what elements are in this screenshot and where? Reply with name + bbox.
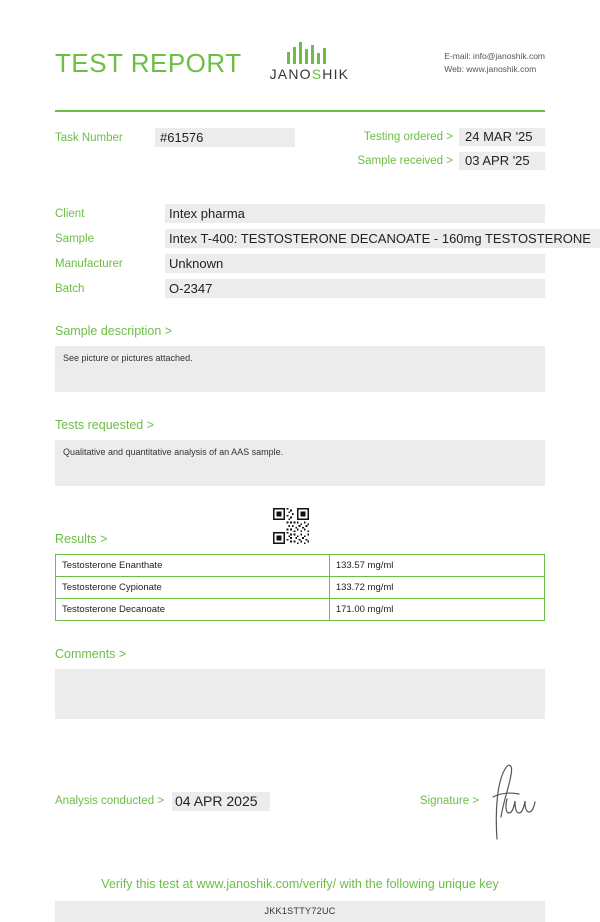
comments-title: Comments > <box>55 647 127 661</box>
batch-label: Batch <box>55 282 85 295</box>
analysis-conducted-date: 04 APR 2025 <box>172 792 270 811</box>
result-name: Testosterone Decanoate <box>56 599 330 621</box>
signature-label: Signature > <box>419 795 479 807</box>
header-divider <box>55 110 545 112</box>
sample-description-title: Sample description > <box>55 324 173 338</box>
sample-received-row <box>357 152 545 170</box>
result-value: 133.57 mg/ml <box>329 555 544 577</box>
tests-requested-title: Tests requested > <box>55 418 155 432</box>
table-row <box>56 599 545 621</box>
unique-key: JKK1STTY72UC <box>55 901 545 922</box>
analysis-conducted-label: Analysis conducted > <box>55 795 164 807</box>
table-row <box>56 555 545 577</box>
task-row <box>55 128 545 176</box>
task-number-label: Task Number <box>55 132 123 144</box>
brand-block <box>270 40 350 82</box>
info-row-batch <box>55 279 545 298</box>
qr-code[interactable] <box>273 508 309 544</box>
brand-name-part2: S <box>311 66 323 82</box>
qr-code-icon <box>273 508 309 544</box>
table-row <box>56 577 545 599</box>
info-row-manufacturer <box>55 254 545 273</box>
result-value: 133.72 mg/ml <box>329 577 544 599</box>
brand-name-part3: HIK <box>322 66 350 82</box>
sample-description-text: See picture or pictures attached. <box>55 346 545 392</box>
results-table <box>55 554 545 621</box>
results-header <box>55 508 545 546</box>
sample-received-value: 03 APR '25 <box>459 152 545 170</box>
result-value: 171.00 mg/ml <box>329 599 544 621</box>
batch-value: O-2347 <box>165 279 545 298</box>
brand-name-part1: JANO <box>269 66 312 82</box>
contact-info <box>444 40 545 76</box>
manufacturer-label: Manufacturer <box>55 257 123 270</box>
results-title: Results > <box>55 532 108 546</box>
result-name: Testosterone Cypionate <box>56 577 330 599</box>
testing-ordered-label: Testing ordered > <box>363 131 453 143</box>
sample-value: Intex T-400: TESTOSTERONE DECANOATE - 160mg TESTOSTERONE <box>165 229 600 248</box>
client-value: Intex pharma <box>165 204 545 223</box>
verify-text: Verify this test at www.janoshik.com/verify/ with the following unique key <box>101 877 499 891</box>
brand-name <box>270 66 350 82</box>
signature-icon <box>485 761 545 841</box>
comments-text <box>55 669 545 719</box>
date-block <box>357 128 545 176</box>
analysis-row <box>55 761 545 841</box>
contact-web: Web: www.janoshik.com <box>444 63 537 74</box>
task-number-value: #61576 <box>155 128 295 147</box>
sample-label: Sample <box>55 232 94 245</box>
info-row-client <box>55 204 545 223</box>
sample-received-label: Sample received > <box>357 155 453 167</box>
contact-email: E-mail: info@janoshik.com <box>444 51 545 61</box>
report-header <box>55 0 545 96</box>
signature-block <box>420 761 545 841</box>
manufacturer-value: Unknown <box>165 254 545 273</box>
info-table <box>55 204 591 298</box>
testing-ordered-row <box>357 128 545 146</box>
result-name: Testosterone Enanthate <box>56 555 330 577</box>
page-title: TEST REPORT <box>55 48 242 78</box>
info-row-sample <box>55 229 591 248</box>
testing-ordered-value: 24 MAR '25 <box>459 128 545 146</box>
tests-requested-text: Qualitative and quantitative analysis of an AAS sample. <box>55 440 545 486</box>
janoshik-logo-icon <box>281 42 337 64</box>
client-label: Client <box>55 207 85 220</box>
